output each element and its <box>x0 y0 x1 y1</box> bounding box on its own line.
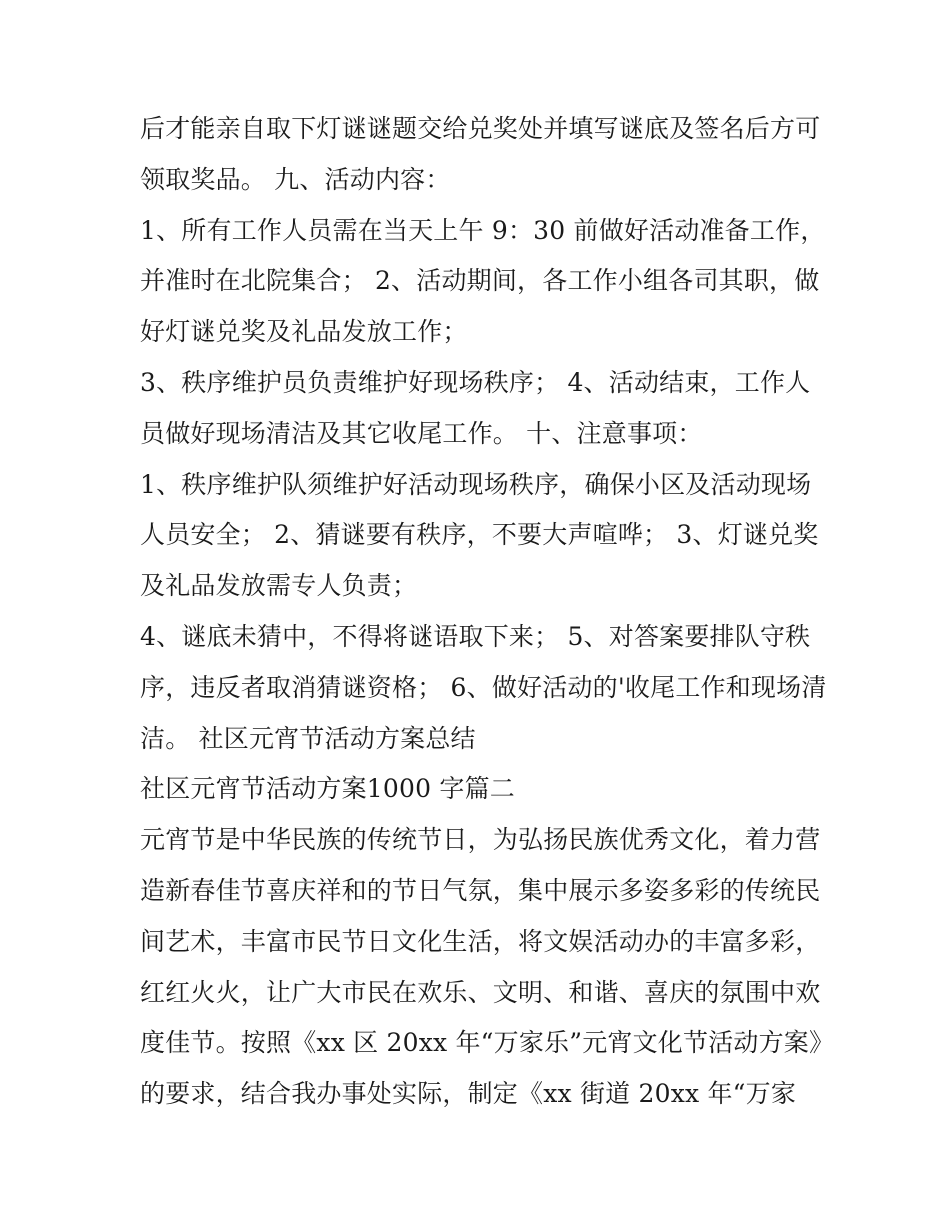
text-line: 序，违反者取消猜谜资格； 6、做好活动的'收尾工作和现场清 <box>140 673 827 702</box>
text-line: 并准时在北院集合； 2、活动期间，各工作小组各司其职，做 <box>140 266 820 295</box>
text-line: 洁。 社区元宵节活动方案总结 <box>140 724 476 753</box>
text-line: 红红火火，让广大市民在欢乐、文明、和谐、喜庆的氛围中欢 <box>140 978 821 1007</box>
text-line: 领取奖品。 九、活动内容： <box>140 165 451 194</box>
text-line: 的要求，结合我办事处实际，制定《xx 街道 20xx 年“万家 <box>140 1079 797 1108</box>
text-line: 造新春佳节喜庆祥和的节日气氛，集中展示多姿多彩的传统民 <box>140 876 821 905</box>
text-line: 元宵节是中华民族的传统节日，为弘扬民族优秀文化，着力营 <box>140 825 821 854</box>
text-line: 3、秩序维护员负责维护好现场秩序； 4、活动结束，工作人 <box>140 368 811 397</box>
text-line: 度佳节。按照《xx 区 20xx 年“万家乐”元宵文化节活动方案》 <box>140 1028 835 1057</box>
text-line: 人员安全； 2、猜谜要有秩序，不要大声喧哗； 3、灯谜兑奖 <box>140 520 819 549</box>
text-line: 1、秩序维护队须维护好活动现场秩序，确保小区及活动现场 <box>140 470 812 499</box>
text-line: 好灯谜兑奖及礼品发放工作； <box>140 317 468 346</box>
text-line: 后才能亲自取下灯谜谜题交给兑奖处并填写谜底及签名后方可 <box>140 114 821 143</box>
text-line: 员做好现场清洁及其它收尾工作。 十、注意事项： <box>140 419 703 448</box>
text-line: 1、所有工作人员需在当天上午 9：30 前做好活动准备工作， <box>140 216 826 245</box>
text-line: 间艺术，丰富市民节日文化生活，将文娱活动办的丰富多彩， <box>140 927 821 956</box>
text-line: 4、谜底未猜中，不得将谜语取下来； 5、对答案要排队守秩 <box>140 622 811 651</box>
section-heading: 社区元宵节活动方案1000 字篇二 <box>140 774 515 803</box>
text-line: 及礼品发放需专人负责； <box>140 571 418 600</box>
